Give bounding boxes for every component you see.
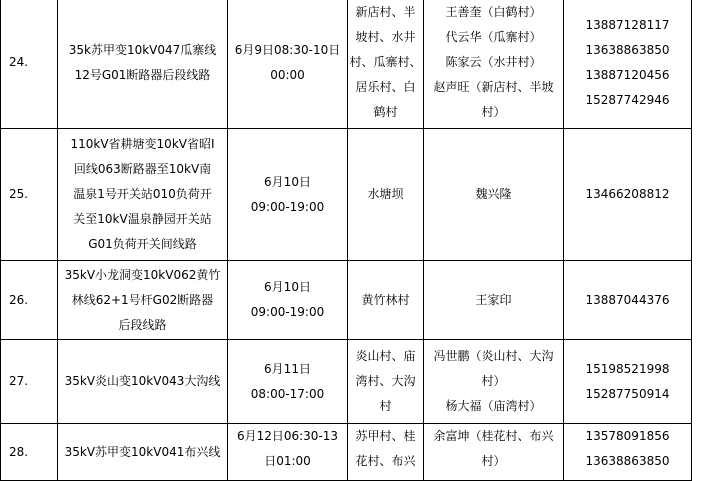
affected-area: 炎山村、庙 湾村、大沟 村	[348, 340, 424, 424]
table-row	[1, 0, 692, 129]
row-number: 27.	[1, 340, 58, 424]
row-number: 25.	[1, 129, 58, 261]
contact-phone: 13887044376	[564, 261, 692, 340]
contact-person: 余富坤（桂花村、布兴 村）	[424, 424, 564, 481]
contact-person: 冯世鹏（炎山村、大沟 村） 杨大福（庙湾村）	[424, 340, 564, 424]
outage-time: 6月9日08:30-10日 00:00	[228, 0, 348, 129]
contact-phone: 13466208812	[564, 129, 692, 261]
row-number: 24.	[1, 0, 58, 129]
contact-person: 王善奎（白鹤村） 代云华（瓜寨村） 陈家云（水井村） 赵声旺（新店村、半坡 村）	[424, 0, 564, 129]
row-number: 26.	[1, 261, 58, 340]
contact-phone: 13887128117 13638863850 13887120456 15287742946	[564, 0, 692, 129]
affected-area: 黄竹林村	[348, 261, 424, 340]
contact-person: 魏兴隆	[424, 129, 564, 261]
table-row	[1, 424, 692, 481]
affected-area: 苏甲村、桂 花村、布兴	[348, 424, 424, 481]
contact-phone: 13578091856 13638863850	[564, 424, 692, 481]
outage-time: 6月12日06:30-13 日01:00	[228, 424, 348, 481]
table-row	[1, 129, 692, 261]
outage-time: 6月10日 09:00-19:00	[228, 261, 348, 340]
line-name: 35kV小龙洞变10kV062黄竹 林线62+1号杆G02断路器 后段线路	[58, 261, 228, 340]
table-row	[1, 340, 692, 424]
contact-phone: 15198521998 15287750914	[564, 340, 692, 424]
table-row	[1, 261, 692, 340]
line-name: 35k苏甲变10kV047瓜寨线 12号G01断路器后段线路	[58, 0, 228, 129]
line-name: 35kV苏甲变10kV041布兴线	[58, 424, 228, 481]
line-name: 110kV省耕塘变10kV省昭Ⅰ 回线063断路器至10kV南 温泉1号开关站010负荷开 关至10kV温泉静园开关站 G01负荷开关间线路	[58, 129, 228, 261]
line-name: 35kV炎山变10kV043大沟线	[58, 340, 228, 424]
row-number: 28.	[1, 424, 58, 481]
affected-area: 水塘坝	[348, 129, 424, 261]
outage-time: 6月11日 08:00-17:00	[228, 340, 348, 424]
affected-area: 新店村、半 坡村、水井 村、瓜寨村、 居乐村、白 鹤村	[348, 0, 424, 129]
contact-person: 王家印	[424, 261, 564, 340]
outage-time: 6月10日 09:00-19:00	[228, 129, 348, 261]
